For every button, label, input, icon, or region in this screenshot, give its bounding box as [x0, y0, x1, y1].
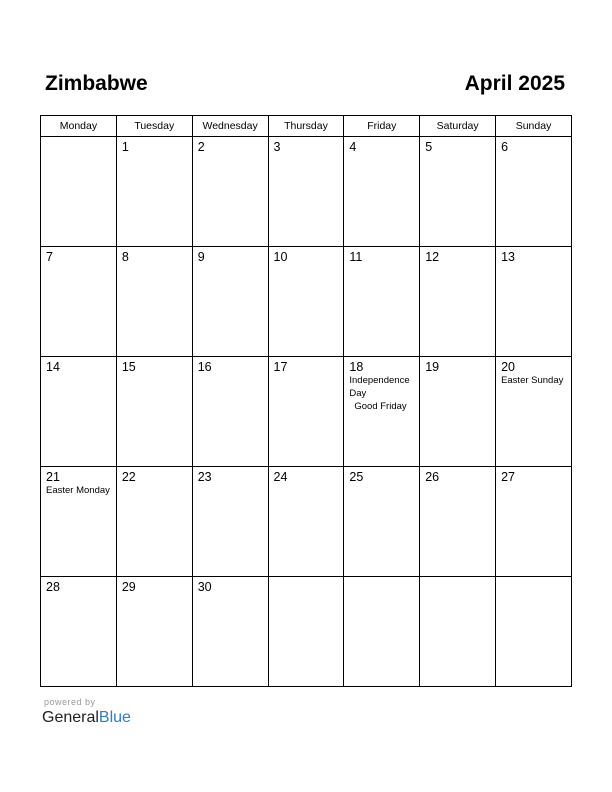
day-number: 6	[501, 140, 509, 154]
day-number: 1	[121, 140, 129, 154]
weekday-header: Friday	[344, 116, 420, 137]
day-number: 3	[273, 140, 281, 154]
day-cell	[420, 247, 496, 357]
day-number: 28	[46, 580, 60, 594]
day-cell	[192, 137, 268, 247]
day-number: 24	[273, 470, 288, 484]
day-cell	[268, 577, 344, 687]
day-number: 9	[197, 250, 205, 264]
day-cell	[496, 357, 572, 467]
day-cell	[496, 137, 572, 247]
week-row	[41, 357, 572, 467]
week-row	[41, 137, 572, 247]
day-number: 16	[197, 360, 212, 374]
day-cell	[268, 247, 344, 357]
day-cell	[116, 577, 192, 687]
day-cell	[116, 467, 192, 577]
day-number: 11	[349, 250, 363, 264]
day-cell	[116, 137, 192, 247]
day-number: 22	[121, 470, 136, 484]
day-cell	[192, 467, 268, 577]
weekday-header: Sunday	[496, 116, 572, 137]
week-row	[41, 247, 572, 357]
holiday-label: Easter Sunday	[501, 375, 564, 386]
holiday-label: Good Friday	[354, 401, 407, 412]
day-cell	[496, 247, 572, 357]
day-number: 15	[121, 360, 136, 374]
day-cell	[268, 137, 344, 247]
day-number: 23	[197, 470, 212, 484]
day-cell	[268, 357, 344, 467]
day-cell	[420, 137, 496, 247]
day-number: 2	[197, 140, 205, 154]
day-number: 13	[501, 250, 515, 264]
day-number: 10	[273, 250, 288, 264]
day-cell	[116, 357, 192, 467]
day-cell	[344, 137, 420, 247]
calendar-country-title: Zimbabwe	[45, 72, 148, 95]
brand-blue-text: Blue	[98, 709, 131, 726]
day-cell	[41, 247, 117, 357]
powered-by-text: powered by	[44, 697, 96, 707]
day-number: 18	[349, 360, 364, 374]
day-number: 5	[425, 140, 433, 154]
day-number: 14	[46, 360, 60, 374]
day-number: 30	[197, 580, 212, 594]
week-row	[41, 577, 572, 687]
weekday-header: Tuesday	[116, 116, 192, 137]
day-number: 17	[273, 360, 288, 374]
day-cell	[344, 247, 420, 357]
day-cell	[344, 577, 420, 687]
day-cell	[192, 577, 268, 687]
calendar-grid	[40, 115, 572, 687]
day-cell	[420, 577, 496, 687]
day-cell	[420, 357, 496, 467]
calendar-month-title: April 2025	[464, 72, 565, 95]
weekday-header: Thursday	[268, 116, 344, 137]
holiday-label: Independence Day	[349, 375, 410, 399]
holiday-label: Easter Monday	[46, 485, 110, 496]
day-cell	[41, 357, 117, 467]
day-number: 7	[46, 250, 53, 264]
day-cell	[192, 247, 268, 357]
day-cell	[496, 467, 572, 577]
day-number: 29	[121, 580, 136, 594]
generalblue-logo	[42, 708, 131, 728]
day-cell	[192, 357, 268, 467]
day-cell	[116, 247, 192, 357]
day-number: 27	[501, 470, 515, 484]
day-number: 8	[121, 250, 129, 264]
day-cell	[41, 467, 117, 577]
week-row	[41, 467, 572, 577]
weekday-header: Saturday	[420, 116, 496, 137]
footer-branding	[42, 697, 131, 728]
day-cell	[344, 357, 420, 467]
day-cell	[420, 467, 496, 577]
weekday-header-row	[41, 116, 572, 137]
day-number: 21	[46, 470, 60, 484]
day-cell	[344, 467, 420, 577]
day-number: 20	[501, 360, 515, 374]
day-number: 19	[425, 360, 440, 374]
day-cell	[41, 137, 117, 247]
day-number: 12	[425, 250, 440, 264]
weekday-header: Monday	[41, 116, 117, 137]
brand-general-text: General	[42, 709, 99, 726]
day-number: 4	[349, 140, 357, 154]
day-cell	[268, 467, 344, 577]
day-cell	[41, 577, 117, 687]
day-number: 25	[349, 470, 364, 484]
day-number: 26	[425, 470, 440, 484]
day-cell	[496, 577, 572, 687]
weekday-header: Wednesday	[192, 116, 268, 137]
